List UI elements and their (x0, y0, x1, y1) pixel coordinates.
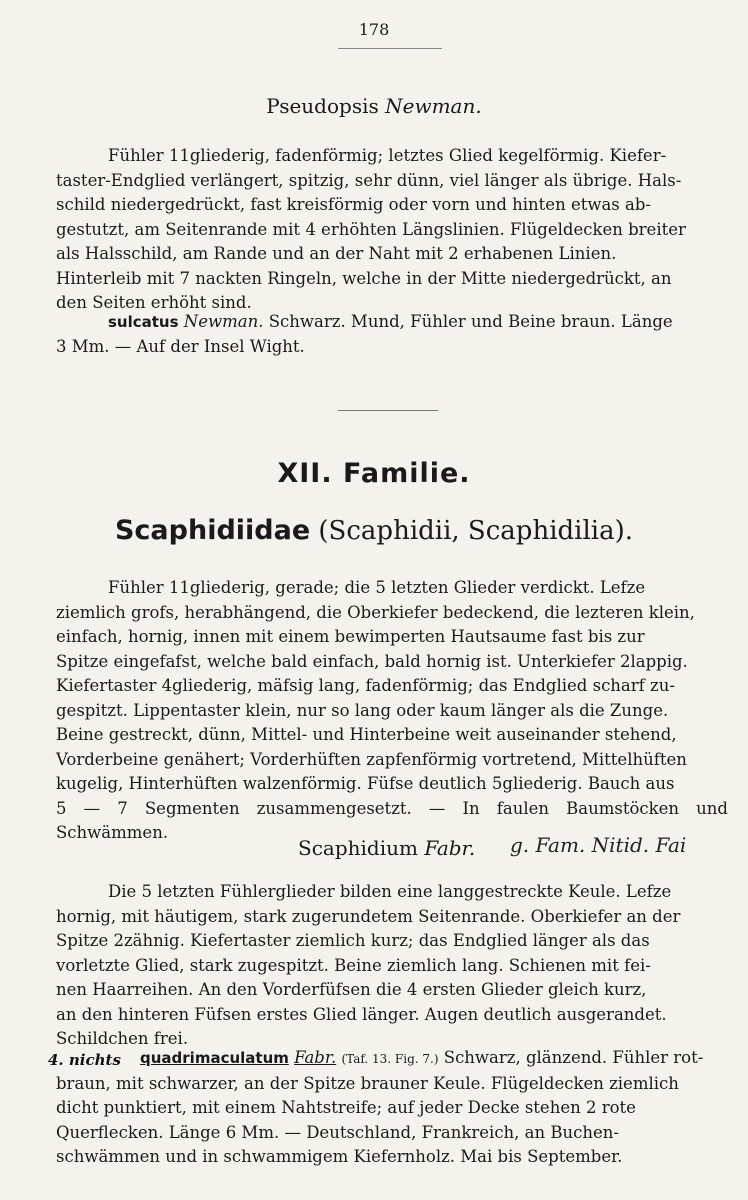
species-quadrimaculatum (56, 1046, 728, 1170)
text-line: Fühler 11gliederig, fadenförmig; letztes Glied kegelförmig. Kiefer- (108, 146, 667, 165)
family-name: Scaphidiidae (114, 515, 311, 546)
pseudopsis-description (56, 144, 728, 316)
text-line: als Halsschild, am Rande und an der Naht mit 2 erhabenen Linien. (56, 244, 617, 263)
family-heading: XII. Familie. (277, 458, 471, 489)
text-line: gestutzt, am Seitenrande mit 4 erhöhten Längslinien. Flügeldecken breiter (56, 219, 686, 239)
text-line: Kiefertaster 4gliederig, mäfsig lang, fadenförmig; das Endglied scharf zu- (56, 676, 675, 695)
species-line (56, 1046, 728, 1072)
text-line: Schildchen frei. (56, 1029, 189, 1048)
text-line: Beine gestreckt, dünn, Mittel- und Hinterbeine weit auseinander stehend, (56, 725, 677, 744)
scaphidiidae-description (56, 576, 728, 846)
species-name: quadrimaculatum (140, 1049, 289, 1067)
genus-heading-pseudopsis (0, 94, 748, 118)
species-author: Fabr. (294, 1048, 337, 1067)
text-line: vorletzte Glied, stark zugespitzt. Beine ziemlich lang. Schienen mit fei- (56, 955, 651, 975)
page-number-rule (338, 48, 442, 49)
handwritten-prefix-text: 4. nichts (48, 1051, 121, 1069)
text-line: hornig, mit häutigem, stark zugerundetem Seitenrande. Oberkiefer an der (56, 906, 681, 926)
text-line: den Seiten erhöht sind. (56, 293, 252, 312)
text-line: an den hinteren Füfsen erstes Glied länger. Augen deutlich ausgerandet. (56, 1004, 667, 1024)
text-line: dicht punktiert, mit einem Nahtstreife; auf jeder Decke stehen 2 rote (56, 1098, 636, 1117)
handwritten-annotation (508, 826, 740, 866)
text-line: gespitzt. Lippentaster klein, nur so lang oder kaum länger als die Zunge. (56, 700, 669, 720)
text-line: taster-Endglied verlängert, spitzig, sehr dünn, viel länger als übrige. Hals- (56, 170, 682, 190)
genus-name: Scaphidium (298, 836, 418, 860)
species-line (56, 310, 728, 335)
handwritten-text: g. Fam. Nitid. Fai (510, 833, 687, 857)
species-author: Newman. (183, 312, 264, 331)
species-sulcatus (56, 310, 728, 359)
text-line: Fühler 11gliederig, gerade; die 5 letzten Glieder verdickt. Lefze (108, 578, 646, 597)
page-number: 178 (358, 20, 390, 39)
genus-name: Pseudopsis (266, 94, 379, 118)
plate-reference: (Taf. 13. Fig. 7.) (341, 1052, 439, 1066)
species-text: Schwarz, glänzend. Fühler rot- (443, 1048, 704, 1067)
scaphidium-description (56, 880, 728, 1052)
text-line: schild niedergedrückt, fast kreisförmig oder vorn und hinten etwas ab- (56, 195, 651, 214)
family-name-line (0, 515, 748, 546)
text-line: 5 — 7 Segmenten zusammengesetzt. — In faulen Baumstöcken und Schwämmen. (56, 798, 728, 842)
text-line: nen Haarreihen. An den Vorderfüfsen die 4 ersten Glieder gleich kurz, (56, 980, 647, 999)
text-line: braun, mit schwarzer, an der Spitze brauner Keule. Flügeldecken ziemlich (56, 1073, 679, 1093)
section-divider (338, 410, 438, 411)
text-line: ziemlich grofs, herabhängend, die Oberkiefer bedeckend, die lezteren klein, (56, 602, 695, 622)
text-line: Hinterleib mit 7 nackten Ringeln, welche in der Mitte niedergedrückt, an (56, 268, 672, 288)
text-line: Spitze eingefafst, welche bald einfach, bald hornig ist. Unterkiefer 2lappig. (56, 651, 688, 671)
genus-author: Fabr. (424, 836, 476, 860)
text-line: Spitze 2zähnig. Kiefertaster ziemlich kurz; das Endglied länger als das (56, 931, 650, 950)
genus-heading-scaphidium (298, 836, 475, 860)
species-name: sulcatus (108, 313, 179, 331)
text-line: einfach, hornig, innen mit einem bewimperten Hautsaume fast bis zur (56, 627, 645, 646)
text-line: Querflecken. Länge 6 Mm. — Deutschland, Frankreich, an Buchen- (56, 1122, 619, 1142)
text-line: Vorderbeine genähert; Vorderhüften zapfenförmig vortretend, Mittelhüften (56, 749, 687, 769)
text-line: 3 Mm. — Auf der Insel Wight. (56, 336, 305, 356)
text-line: schwämmen und in schwammigem Kiefernholz. Mai bis September. (56, 1147, 623, 1166)
family-synonyms: (Scaphidii, Scaphidilia). (318, 516, 634, 546)
text-line: Die 5 letzten Fühlerglieder bilden eine langgestreckte Keule. Lefze (108, 882, 672, 901)
species-text: Schwarz. Mund, Fühler und Beine braun. Länge (268, 312, 673, 331)
text-line: kugelig, Hinterhüften walzenförmig. Füfse deutlich 5gliederig. Bauch aus (56, 774, 675, 793)
genus-author: Newman. (385, 94, 482, 118)
